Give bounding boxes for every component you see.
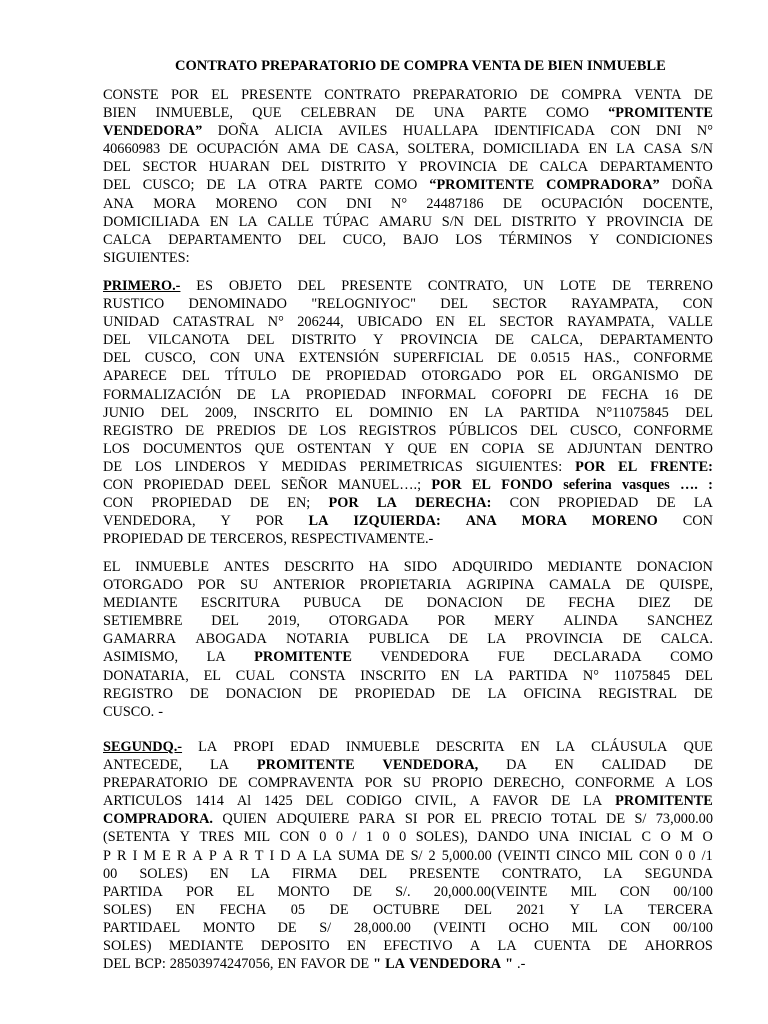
text-line: SOLES) MEDIANTE DEPOSITO EN EFECTIVO A LA CUENTA DE AHORROS — [103, 938, 713, 955]
clause-segundo — [103, 738, 713, 973]
text-line: PARTIDAEL MONTO DE S/ 28,000.00 (VEINTI OCHO MIL CON 00/100 — [103, 919, 713, 936]
text-line: CUSCO. - — [103, 703, 164, 720]
text-line: JUNIO DEL 2009, INSCRITO EL DOMINIO EN LA PARTIDA N°11075845 DEL — [103, 404, 713, 421]
text-line: REGISTRO DE PREDIOS DE LOS REGISTROS PÚBLICOS DEL CUSCO, CONFORME — [103, 422, 713, 439]
text-line: ASIMISMO, LA PROMITENTE VENDEDORA FUE DECLARADA COMO — [103, 649, 713, 666]
text-line: OTORGADO POR SU ANTERIOR PROPIETARIA AGRIPINA CAMALA DE QUISPE, — [103, 577, 713, 594]
text-line: DEL CUSCO, CON UNA EXTENSIÓN SUPERFICIAL DE 0.0515 HAS., CONFORME — [103, 350, 713, 367]
text-line: ARTICULOS 1414 Al 1425 DEL CODIGO CIVIL, A FAVOR DE LA PROMITENTE — [103, 793, 713, 810]
text-line: COMPRADORA. QUIEN ADQUIERE PARA SI POR EL PRECIO TOTAL DE S/ 73,000.00 — [103, 811, 713, 828]
text-line: PRIMERO.- ES OBJETO DEL PRESENTE CONTRATO, UN LOTE DE TERRENO — [103, 278, 713, 294]
text-line: APARECE DEL TÍTULO DE PROPIEDAD OTORGADO POR EL ORGANISMO DE — [103, 368, 713, 385]
text-line: DE LOS LINDEROS Y MEDIDAS PERIMETRICAS SIGUIENTES: POR EL FRENTE: — [103, 458, 713, 475]
text-line: 40660983 DE OCUPACIÓN AMA DE CASA, SOLTERA, DOMICILIADA EN LA CASA S/N — [103, 141, 713, 158]
text-line: CALCA DEPARTAMENTO DEL CUCO, BAJO LOS TÉRMINOS Y CONDICIONES — [103, 231, 713, 248]
text-line: DEL BCP: 28503974247056, EN FAVOR DE " LA VENDEDORA " .- — [103, 956, 526, 973]
inmueble-paragraph — [103, 558, 713, 721]
text-line: SOLES) EN FECHA 05 DE OCTUBRE DEL 2021 Y LA TERCERA — [103, 901, 713, 918]
text-line: P R I M E R A P A R T I D A LA SUMA DE S/ 2 5,000.00 (VEINTI CINCO MIL CON 0 0 /1 — [103, 847, 713, 864]
text-line: CON PROPIEDAD DEEL SEÑOR MANUEL….; POR EL FONDO seferina vasques …. : — [103, 477, 713, 494]
text-line: EL INMUEBLE ANTES DESCRITO HA SIDO ADQUIRIDO MEDIANTE DONACION — [103, 559, 713, 575]
text-line: BIEN INMUEBLE, QUE CELEBRAN DE UNA PARTE COMO “PROMITENTE — [103, 105, 713, 122]
text-line: SIGUIENTES: — [103, 249, 190, 266]
text-line: PARTIDA POR EL MONTO DE S/. 20,000.00(VEINTE MIL CON 00/100 — [103, 883, 713, 900]
text-line: ANTECEDE, LA PROMITENTE VENDEDORA, DA EN CALIDAD DE — [103, 757, 713, 774]
text-line: 00 SOLES) EN LA FIRMA DEL PRESENTE CONTRATO, LA SEGUNDA — [103, 865, 713, 882]
text-line: VENDEDORA, Y POR LA IZQUIERDA: ANA MORA MORENO CON — [103, 513, 713, 530]
text-line: UNIDAD CATASTRAL N° 206244, UBICADO EN EL SECTOR RAYAMPATA, VALLE — [103, 314, 713, 331]
text-line: VENDEDORA” DOÑA ALICIA AVILES HUALLAPA IDENTIFICADA CON DNI N° — [103, 123, 713, 140]
text-line: CON PROPIEDAD DE EN; POR LA DERECHA: CON PROPIEDAD DE LA — [103, 495, 713, 512]
text-line: (SETENTA Y TRES MIL CON 0 0 / 1 0 0 SOLES), DANDO UNA INICIAL C O M O — [103, 829, 713, 846]
clause-primero — [103, 277, 713, 548]
intro-paragraph — [103, 86, 713, 267]
text-line: DEL SECTOR HUARAN DEL DISTRITO Y PROVINCIA DE CALCA DEPARTAMENTO — [103, 159, 713, 176]
text-line: DEL VILCANOTA DEL DISTRITO Y PROVINCIA DE CALCA, DEPARTAMENTO — [103, 332, 713, 349]
text-line: DOMICILIADA EN LA CALLE TÚPAC AMARU S/N DEL DISTRITO Y PROVINCIA DE — [103, 213, 713, 230]
text-line: FORMALIZACIÓN DE LA PROPIEDAD INFORMAL COFOPRI DE FECHA 16 DE — [103, 386, 713, 403]
text-line: RUSTICO DENOMINADO "RELOGNIYOC" DEL SECTOR RAYAMPATA, CON — [103, 296, 713, 313]
text-line: GAMARRA ABOGADA NOTARIA PUBLICA DE LA PROVINCIA DE CALCA. — [103, 631, 713, 648]
text-line: SETIEMBRE DEL 2019, OTORGADA POR MERY ALINDA SANCHEZ — [103, 613, 713, 630]
text-line: CONSTE POR EL PRESENTE CONTRATO PREPARATORIO DE COMPRA VENTA DE — [103, 87, 713, 103]
text-line: PROPIEDAD DE TERCEROS, RESPECTIVAMENTE.- — [103, 531, 434, 548]
text-line: SEGUNDQ.- LA PROPI EDAD INMUEBLE DESCRITA EN LA CLÁUSULA QUE — [103, 739, 713, 755]
text-line: ANA MORA MORENO CON DNI N° 24487186 DE OCUPACIÓN DOCENTE, — [103, 195, 713, 212]
text-line: LOS DOCUMENTOS QUE OSTENTAN Y QUE EN COPIA SE ADJUNTAN DENTRO — [103, 440, 713, 457]
text-line: MEDIANTE ESCRITURA PUBUCA DE DONACION DE FECHA DIEZ DE — [103, 595, 713, 612]
text-line: REGISTRO DE DONACION DE PROPIEDAD DE LA OFICINA REGISTRAL DE — [103, 685, 713, 702]
document-title: CONTRATO PREPARATORIO DE COMPRA VENTA DE BIEN INMUEBLE — [175, 58, 666, 74]
text-line: PREPARATORIO DE COMPRAVENTA POR SU PROPIO DERECHO, CONFORME A LOS — [103, 775, 713, 792]
text-line: DONATARIA, EL CUAL CONSTA INSCRITO EN LA PARTIDA N° 11075845 DEL — [103, 667, 713, 684]
text-line: DEL CUSCO; DE LA OTRA PARTE COMO “PROMITENTE COMPRADORA” DOÑA — [103, 177, 713, 194]
